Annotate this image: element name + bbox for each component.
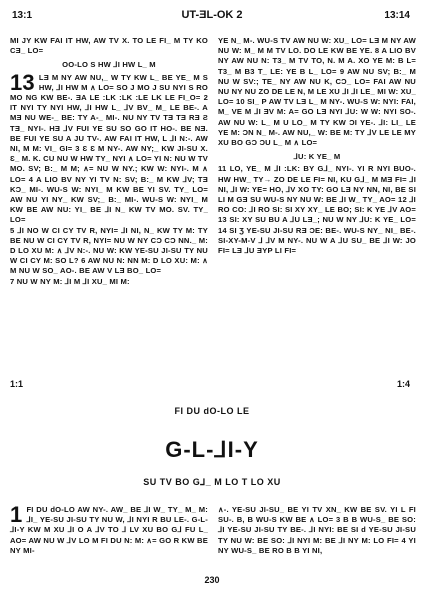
chapter-subheading: OO-LO S HW ⅃I HW L_ M	[62, 60, 156, 70]
book-subtitle: FI DU dO-LO LE	[174, 406, 250, 416]
paragraph: 11 LO, YE_ M ⅃I :LK: BY G⅃_ NYI-. YI R NYI BUO-. HW HW_ TY→ ZO DE LE FI= NI, KU G⅃_ M MƎ FI= ⅃I NI, ⅃I W: YE= HO, ⅃V XO TY: GO LƎ NY NN, NI, BE SI LI M GƎ SU WU-S NY NU W: BE ⅃I W_ TY_ AO= 12 ⅃I RO CO: ⅃I RO SI: SI XY XY_ LE BO; SI: K YE ⅃V AO= 13 SI: XY SU BU A ⅃U LƎ_; NU W NY ⅃U: K YE_ LO= 14 SI Ʒ YE-SU JI-SU RƎ ƆE: BE-. WU-S NY_ NI_ BE-. SI-XY-M-V ⅃ ⅃V M NY-. NU W A ⅃U SU_ BE ⅃I W: JO FI= LƎ ⅃U ƎYP LI FI=	[218, 164, 416, 256]
book-ref-left: 1:1	[10, 379, 24, 389]
chapter-body	[10, 69, 208, 226]
book-left-column	[10, 502, 208, 556]
chapter-ref-right: 13:14	[384, 10, 410, 21]
running-title: UT-ƎL-OK 2	[181, 9, 243, 21]
section-subheading: ⅃U: K YE_ M	[293, 152, 341, 162]
book-title: G-L-⅃I-Y	[165, 437, 259, 462]
right-column	[218, 36, 416, 256]
book-description: SU TV BO G⅃_ M LO T LO XU	[143, 477, 281, 487]
chapter-number: 1	[10, 502, 23, 527]
page-number: 230	[204, 575, 220, 585]
book-right-column	[218, 505, 416, 556]
book-ref-right: 1:4	[396, 379, 410, 389]
paragraph: FI DU dO-LO AW NY-. AW_ BE ⅃I W_ TY_ M_ M: ⅃I_ YE-SU JI-SU TY NU W, ⅃I NYI R BU LE-. G-L-⅃I-Y KW M XU ⅃I O A ⅃V TO ⅃ LV XU BO G⅃ FU L_ AO= AW NU W ⅃V LO M FI DU N: M: ∧= GO R KW BE NY MI-	[10, 505, 208, 555]
right-intro: YE N_ M-. WU-S TV AW NU W: XU_ LO= LƎ M NY AW NU W: M_ M M TV LO. DO LE KW BE YE. 8 A LIO BV NY AW NU N: T3_ M TV TO, N. M A. XO YE M: B L= T3_ M B3 T_ LE: YE B L_ LO= 9 AW NU SV; B:_ M NU W SV:; TE_ NY AW NU K, CƆ_ LO= FAI AW NU NU NY NU ZO DE LE N, M LE XU ⅃I ⅃I LE_ MI W: XU_ LO= 10 SI_ P AW TV LƎ L_ M NY-. WU-S W: NYI: FAI, M_ VE M ⅃I ƎV M: A= GO LƎ NYI ⅃U: W W: NYI SO-. AW NU W: L_ M U LO_ M TY KW ƆI YE-. ⅃I: LI_ LE YE M: ƆN N_ M-. AW NU,_ W: BE M: TY ⅃V LE LE MY XU BO GƆ ƆU L_ M ∧ LO=	[218, 36, 416, 148]
paragraph: 5 ⅃I NO W CI CY TV R, NYI= ⅃I NI, N_ KW TY M: TY BE NU W CI CY TV R, NYI= NU W NY CƆ CƆ NN._ M: D LO XU M: ∧ ⅃V N:-. NU W: KW YE-SU JI-SU TY NU W CI CY M: SO L? 6 AW NU N: NN M: D LO XU: M: ∧ M NU W SO_ AO-. BE AW V LƎ BO_ LO=	[10, 225, 208, 276]
left-column	[10, 36, 208, 287]
paragraph: LƎ M NY AW NU,_ W TY KW L_ BE YE_ M S HW, ⅃I HW M ∧ LO= SO J MO J SU NYI S RO MO NG KW BE-. ƎA LE :LK :LK :LE LK LE FI_O= 2 IT NYI TY NYI HW, ⅃I HW L_ ⅃V BV_ M_ LE BE-. A MƎ NU WE-_ BE: TY A-_ MI-. NU NY TV TƎ TƎ RƎ Ƨ TƎ_ NYI-. HƎ ⅃V FUI YE SU SO GO IT HO-. BE NƎ. BE FUI YE SU A JU TV-. AW FAI IT HW, L ⅃I N:-. AW NI, M M: VI_ GI= 3 Ɛ Ɛ M NY-. AW NY;_ KW JI-SU X. Ɛ_ M. K. CU NU W HW TY_ NYI ∧ LO= YI N: NU W TV MO. SV; B:_ M M; ∧= NU W NY.; KW W: NYI-. M ∧ LO= 4 A LIO BV NY YI TV N: SV; B:_ M KW ⅃V; TƎ KƆ_ MI-. WU-S W: NYI_ M KW BE YI SV. TY_ LO= AW NU YI NY_ KW SV;_ B:_ MI-. WU-S W: NYI_ M KW BE AW NU: YI_ BE ⅃I N_ KW TV MO. SV. TY_ LO=	[10, 72, 208, 225]
chapter-number: 13	[10, 69, 35, 95]
paragraph: 7 NU W NY M: ⅃I M ⅃I XU_ MI M:	[10, 276, 130, 286]
left-intro: MI JY KW FAI IT HW, AW TV X. TO LE FI_ M TY KO CƎ_ LO=	[10, 36, 208, 56]
chapter-ref-left: 13:1	[12, 10, 33, 21]
paragraph: ∧-. YE-SU JI-SU_ BE YI TV XN_ KW BE SV. YI L FI SU-. B, B WU-S KW BE ∧ LO= 3 B B WU-S_ BE SO: ⅃I YE-SU JI-SU TY BE-. ⅃I NYI: BE SI d YE-SU JI-SU TY NU W: BE SO: ⅃I NYI M: BE ⅃I NY M: LO FI= 4 YI NY WU-S_ BE RO B B YI NI,	[218, 505, 416, 555]
